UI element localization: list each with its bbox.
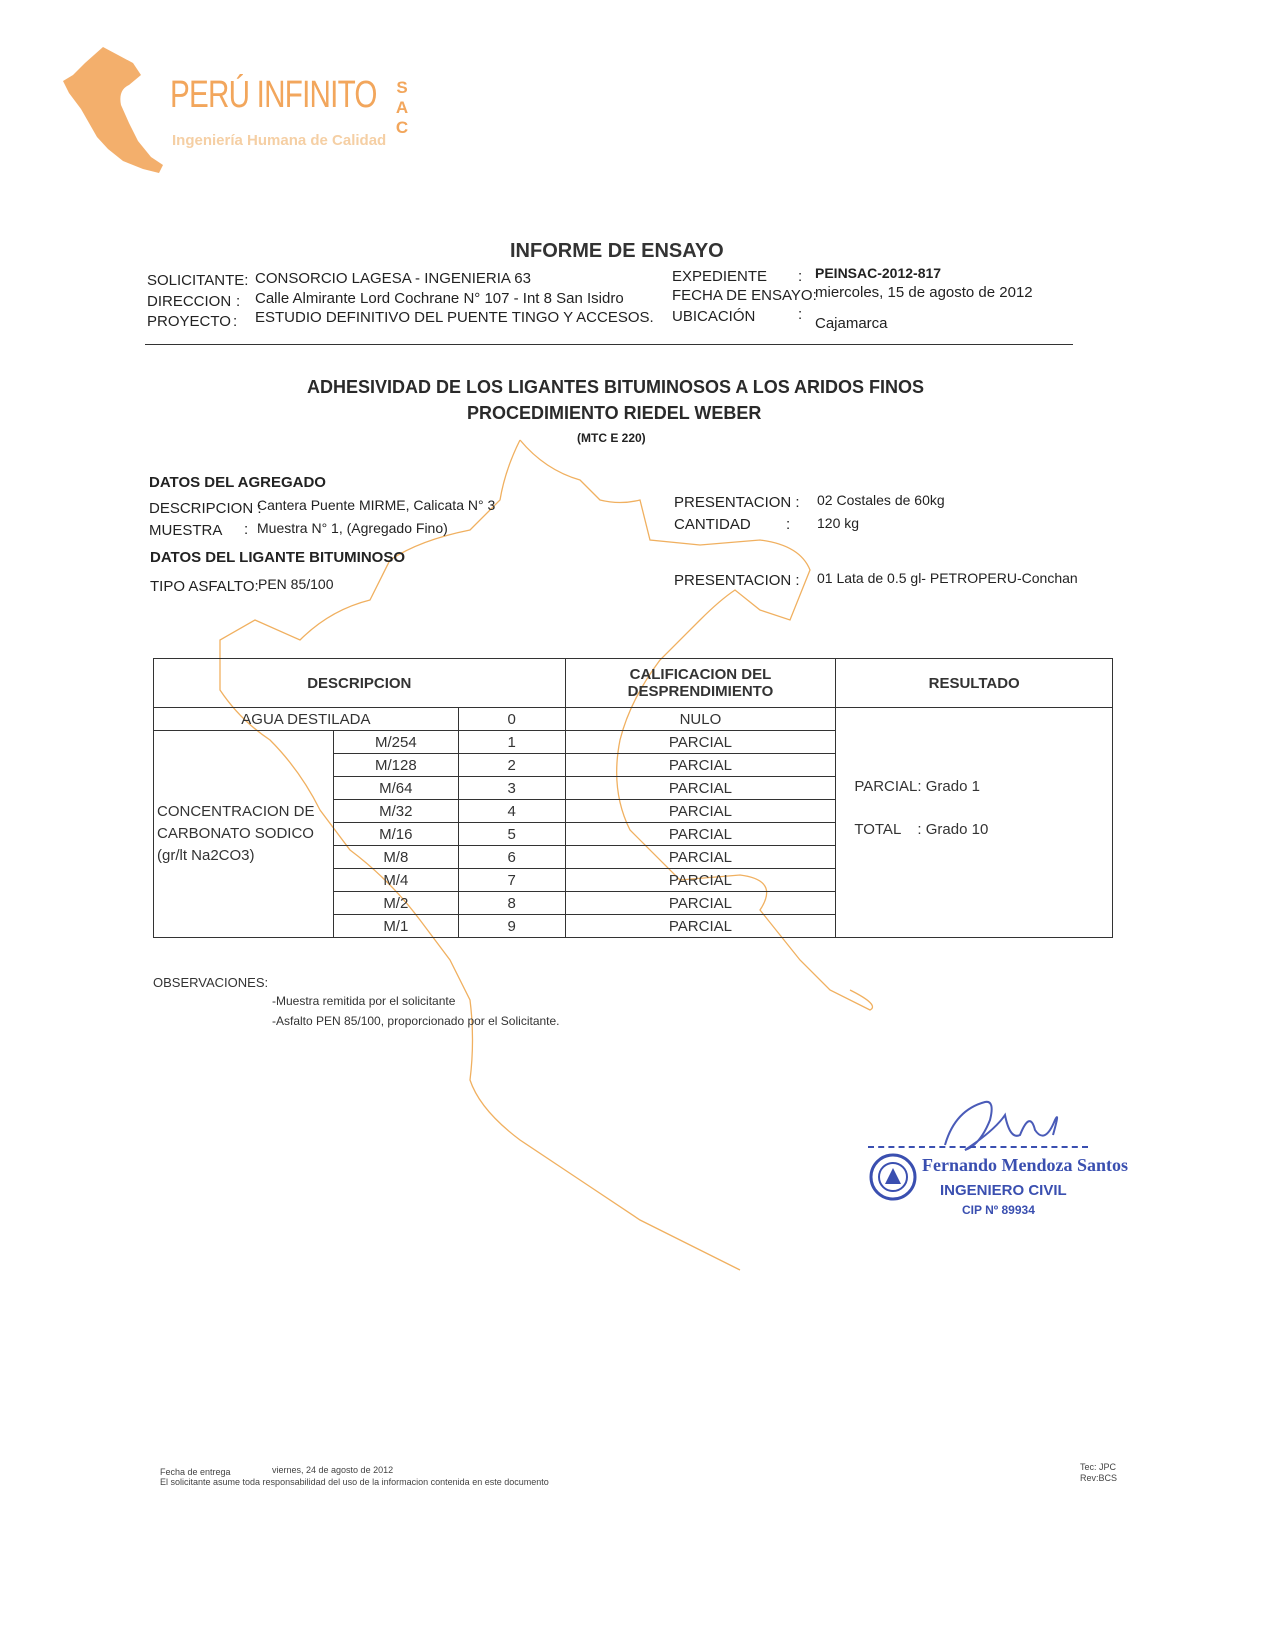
result-total-value: : Grado 10 bbox=[917, 820, 989, 838]
ubicacion-label: UBICACIÓN bbox=[672, 308, 756, 325]
proyecto-label: PROYECTO bbox=[147, 313, 231, 330]
conc-calificacion: PARCIAL bbox=[565, 800, 836, 823]
observaciones-label: OBSERVACIONES: bbox=[153, 975, 269, 990]
conc-calificacion: PARCIAL bbox=[565, 846, 836, 869]
observaciones-line1: -Muestra remitida por el solicitante bbox=[272, 994, 456, 1008]
agregado-section-title: DATOS DEL AGREGADO bbox=[149, 474, 326, 491]
logo-brand-name: PERÚ INFINITO bbox=[170, 74, 377, 116]
footer-rev: Rev:BCS bbox=[1080, 1473, 1118, 1483]
conc-calificacion: PARCIAL bbox=[565, 754, 836, 777]
footer-tec: Tec: JPC bbox=[1080, 1462, 1117, 1472]
conc-value: M/64 bbox=[333, 777, 458, 800]
expediente-colon: : bbox=[798, 268, 803, 285]
peru-map-logo-icon bbox=[63, 45, 168, 175]
conc-index: 2 bbox=[458, 754, 565, 777]
agregado-cantidad-label: CANTIDAD bbox=[674, 516, 751, 533]
conc-index: 3 bbox=[458, 777, 565, 800]
agregado-muestra-colon: : bbox=[244, 521, 249, 538]
solicitante-label: SOLICITANTE: bbox=[147, 272, 249, 289]
conc-index: 5 bbox=[458, 823, 565, 846]
result-parcial-label: PARCIAL: bbox=[854, 777, 922, 795]
agregado-muestra-value: Muestra N° 1, (Agregado Fino) bbox=[257, 520, 448, 536]
stamp-dashed-line bbox=[868, 1146, 1088, 1148]
ubicacion-colon: : bbox=[798, 306, 803, 323]
agregado-descripcion-label: DESCRIPCION : bbox=[149, 500, 262, 517]
result-total-label: TOTAL bbox=[854, 820, 901, 838]
conc-calificacion: PARCIAL bbox=[565, 869, 836, 892]
solicitante-value: CONSORCIO LAGESA - INGENIERIA 63 bbox=[255, 270, 531, 287]
direccion-value: Calle Almirante Lord Cochrane N° 107 - Int 8 San Isidro bbox=[255, 290, 624, 307]
conc-value: M/32 bbox=[333, 800, 458, 823]
direccion-colon: : bbox=[236, 293, 241, 310]
ligante-presentacion-value: 01 Lata de 0.5 gl- PETROPERU-Conchan bbox=[817, 570, 1078, 586]
fecha-ensayo-value: miercoles, 15 de agosto de 2012 bbox=[815, 284, 1033, 301]
agregado-presentacion-label: PRESENTACION : bbox=[674, 494, 800, 511]
concentracion-line1: CONCENTRACION DE bbox=[157, 803, 315, 820]
logo-sac bbox=[394, 78, 410, 138]
agregado-cantidad-colon: : bbox=[786, 516, 791, 533]
footer-disclaimer: El solicitante asume toda responsabilidad del uso de la informacion contenida en este documento bbox=[160, 1477, 549, 1487]
fecha-ensayo-label: FECHA DE ENSAYO: bbox=[672, 287, 817, 304]
conc-value: M/4 bbox=[333, 869, 458, 892]
engineer-cip: CIP Nº 89934 bbox=[962, 1203, 1035, 1217]
signature-icon bbox=[935, 1090, 1075, 1160]
header-divider bbox=[145, 344, 1073, 345]
conc-calificacion: PARCIAL bbox=[565, 777, 836, 800]
conc-value: M/16 bbox=[333, 823, 458, 846]
agregado-presentacion-value: 02 Costales de 60kg bbox=[817, 492, 945, 508]
conc-index: 1 bbox=[458, 731, 565, 754]
conc-calificacion: PARCIAL bbox=[565, 823, 836, 846]
conc-index: 8 bbox=[458, 892, 565, 915]
engineer-name: Fernando Mendoza Santos bbox=[922, 1155, 1129, 1175]
footer-entrega-value: viernes, 24 de agosto de 2012 bbox=[272, 1465, 394, 1475]
results-table bbox=[153, 658, 1113, 938]
expediente-label: EXPEDIENTE bbox=[672, 268, 768, 285]
observaciones-line2: -Asfalto PEN 85/100, proporcionado por el Solicitante. bbox=[272, 1014, 560, 1028]
conc-value: M/2 bbox=[333, 892, 458, 915]
agregado-muestra-label: MUESTRA bbox=[149, 522, 223, 539]
ligante-presentacion-label: PRESENTACION : bbox=[674, 572, 800, 589]
conc-calificacion: PARCIAL bbox=[565, 892, 836, 915]
result-total bbox=[854, 821, 1112, 838]
result-parcial bbox=[854, 778, 1112, 795]
col-calificacion-line2: DESPRENDIMIENTO bbox=[627, 683, 774, 700]
logo-sac-c: C bbox=[395, 118, 409, 137]
ligante-tipo-label: TIPO ASFALTO: bbox=[150, 578, 259, 595]
logo-sac-a: A bbox=[395, 98, 409, 117]
col-resultado-header: RESULTADO bbox=[836, 659, 1113, 708]
table-row bbox=[154, 708, 1113, 731]
concentracion-label bbox=[154, 731, 334, 938]
conc-value: M/8 bbox=[333, 846, 458, 869]
conc-value: M/254 bbox=[333, 731, 458, 754]
conc-index: 7 bbox=[458, 869, 565, 892]
col-calificacion-header bbox=[565, 659, 836, 708]
test-title-line2: PROCEDIMIENTO RIEDEL WEBER bbox=[467, 403, 762, 423]
table-header-row bbox=[154, 659, 1113, 708]
proyecto-value: ESTUDIO DEFINITIVO DEL PUENTE TINGO Y ACCESOS. bbox=[255, 309, 654, 326]
result-parcial-value: Grado 1 bbox=[925, 777, 980, 795]
conc-index: 9 bbox=[458, 915, 565, 938]
conc-index: 4 bbox=[458, 800, 565, 823]
conc-calificacion: PARCIAL bbox=[565, 731, 836, 754]
cip-seal-icon bbox=[868, 1152, 918, 1202]
agregado-cantidad-value: 120 kg bbox=[817, 515, 860, 531]
conc-index: 6 bbox=[458, 846, 565, 869]
agua-index: 0 bbox=[458, 708, 565, 731]
ligante-tipo-value: PEN 85/100 bbox=[258, 576, 334, 592]
col-descripcion-header: DESCRIPCION bbox=[154, 659, 566, 708]
conc-value: M/1 bbox=[333, 915, 458, 938]
test-norm: (MTC E 220) bbox=[577, 431, 646, 445]
agregado-descripcion-value: Cantera Puente MIRME, Calicata N° 3 bbox=[257, 497, 496, 513]
agua-destilada-label: AGUA DESTILADA bbox=[154, 708, 459, 731]
conc-calificacion: PARCIAL bbox=[565, 915, 836, 938]
concentracion-line2: CARBONATO SODICO bbox=[157, 825, 314, 842]
footer-entrega-label: Fecha de entrega bbox=[160, 1467, 231, 1477]
ligante-section-title: DATOS DEL LIGANTE BITUMINOSO bbox=[150, 549, 406, 566]
engineer-title: INGENIERO CIVIL bbox=[940, 1182, 1067, 1199]
report-title: INFORME DE ENSAYO bbox=[510, 240, 724, 262]
test-title-line1: ADHESIVIDAD DE LOS LIGANTES BITUMINOSOS A LOS ARIDOS FINOS bbox=[307, 377, 925, 397]
logo-sac-s: S bbox=[396, 78, 408, 97]
concentracion-line3: (gr/lt Na2CO3) bbox=[157, 847, 255, 864]
expediente-value: PEINSAC-2012-817 bbox=[815, 265, 942, 281]
proyecto-colon: : bbox=[233, 313, 238, 330]
logo-tagline: Ingeniería Humana de Calidad bbox=[172, 132, 387, 149]
ubicacion-value: Cajamarca bbox=[815, 315, 888, 332]
result-cell bbox=[836, 708, 1113, 938]
conc-value: M/128 bbox=[333, 754, 458, 777]
col-calificacion-line1: CALIFICACION DEL bbox=[629, 666, 772, 683]
direccion-label: DIRECCION bbox=[147, 293, 232, 310]
agua-calificacion: NULO bbox=[565, 708, 836, 731]
